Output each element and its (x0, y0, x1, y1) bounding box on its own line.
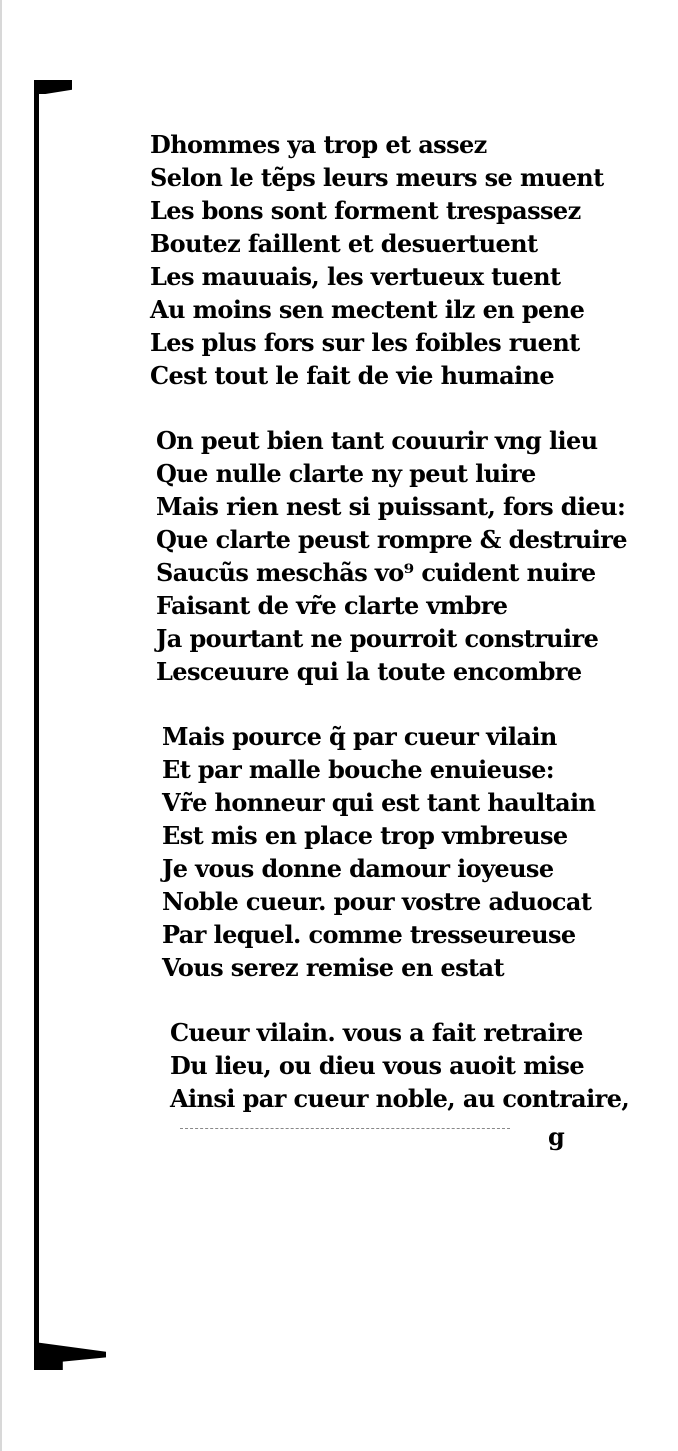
stanza-4 (170, 1016, 650, 1115)
verse-line: Mais rien nest si puissant, fors dieu: (156, 492, 626, 521)
verse-line: Que nulle clarte ny peut luire (156, 459, 536, 488)
poem-text (150, 128, 650, 1115)
verse-line: Cueur vilain. vous a fait retraire (170, 1018, 583, 1047)
verse-line: Ja pourtant ne pourroit construire (156, 624, 599, 653)
verse-line: Cest tout le fait de vie humaine (150, 361, 555, 390)
verse-line: Faisant de vr̃e clarte vmbre (156, 591, 508, 620)
verse-line: Par lequel. comme tresseureuse (162, 920, 576, 949)
verse-line: Vous serez remise en estat (162, 953, 504, 982)
verse-line: Est mis en place trop vmbreuse (162, 821, 568, 850)
verse-line: Du lieu, ou dieu vous auoit mise (170, 1051, 584, 1080)
verse-line: Que clarte peust rompre & destruire (156, 525, 627, 554)
verse-line: Selon le tẽps leurs meurs se muent (150, 163, 604, 192)
verse-line: Les bons sont forment trespassez (150, 196, 581, 225)
bottom-corner-mark (34, 1342, 106, 1370)
signature-mark: g (548, 1122, 565, 1151)
verse-line: Vr̃e honneur qui est tant haultain (162, 788, 596, 817)
stanza-2 (156, 424, 650, 688)
verse-line: Je vous donne damour ioyeuse (162, 854, 554, 883)
verse-line: Dhommes ya trop et assez (150, 130, 487, 159)
verse-line: Ainsi par cueur noble, au contraire, (170, 1084, 630, 1113)
faint-rule (180, 1128, 510, 1129)
margin-rule (34, 80, 39, 1370)
verse-line: Au moins sen mectent ilz en pene (150, 295, 585, 324)
verse-line: Les plus fors sur les foibles ruent (150, 328, 580, 357)
verse-line: Boutez faillent et desuertuent (150, 229, 538, 258)
verse-line: Les mauuais, les vertueux tuent (150, 262, 561, 291)
verse-line: On peut bien tant couurir vng lieu (156, 426, 598, 455)
verse-line: Saucũs meschãs vo⁹ cuident nuire (156, 558, 596, 587)
verse-line: Lesceuure qui la toute encombre (156, 657, 582, 686)
verse-line: Mais pource q̃ par cueur vilain (162, 722, 557, 751)
verse-line: Noble cueur. pour vostre aduocat (162, 887, 592, 916)
stanza-3 (162, 720, 650, 984)
page-left-edge (0, 0, 2, 1451)
stanza-1 (150, 128, 650, 392)
verse-line: Et par malle bouche enuieuse: (162, 755, 555, 784)
top-corner-mark (34, 80, 72, 94)
